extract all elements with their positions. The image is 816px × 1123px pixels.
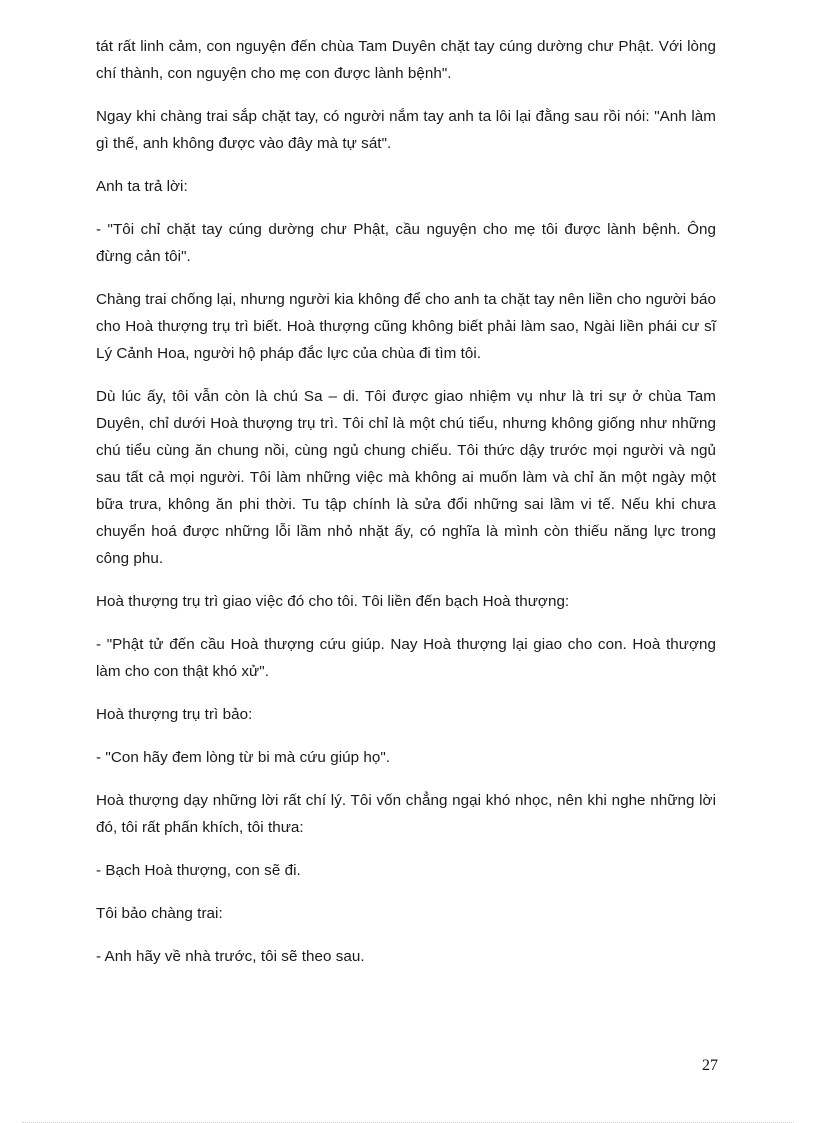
paragraph: - "Con hãy đem lòng từ bi mà cứu giúp họ". (96, 749, 391, 766)
paragraph: - Bạch Hoà thượng, con sẽ đi. (96, 862, 301, 879)
paragraph: - Anh hãy về nhà trước, tôi sẽ theo sau. (96, 948, 365, 965)
paragraph: Anh ta trả lời: (96, 178, 188, 195)
paragraph: Hoà thượng dạy những lời rất chí lý. Tôi vốn chẳng ngại khó nhọc, nên khi nghe những lời đó, tôi rất phấn khích, tôi thưa: (96, 792, 716, 836)
body-text (96, 33, 716, 986)
paragraph: Ngay khi chàng trai sắp chặt tay, có người nắm tay anh ta lôi lại đằng sau rồi nói: "Anh làm gì thế, anh không được vào đây mà tự sát". (96, 108, 716, 152)
paragraph: Chàng trai chống lại, nhưng người kia không để cho anh ta chặt tay nên liền cho người báo cho Hoà thượng trụ trì biết. Hoà thượng cũng không biết phải làm sao, Ngài liền phái cư sĩ Lý Cảnh Hoa, người hộ pháp đắc lực của chùa đi tìm tôi. (96, 291, 716, 362)
paragraph: Hoà thượng trụ trì giao việc đó cho tôi. Tôi liền đến bạch Hoà thượng: (96, 593, 570, 610)
paragraph: - "Phật tử đến cầu Hoà thượng cứu giúp. Nay Hoà thượng lại giao cho con. Hoà thượng làm cho con thật khó xử". (96, 636, 716, 680)
paragraph: - "Tôi chỉ chặt tay cúng dường chư Phật, cầu nguyện cho mẹ tôi được lành bệnh. Ông đừng cản tôi". (96, 221, 716, 265)
paragraph: Tôi bảo chàng trai: (96, 905, 223, 922)
paragraph: tát rất linh cảm, con nguyện đến chùa Tam Duyên chặt tay cúng dường chư Phật. Với lòng chí thành, con nguyện cho mẹ con được lành bệnh". (96, 38, 716, 82)
page-number: 27 (702, 1057, 718, 1074)
paragraph: Hoà thượng trụ trì bảo: (96, 706, 253, 723)
paragraph: Dù lúc ấy, tôi vẫn còn là chú Sa – di. Tôi được giao nhiệm vụ như là tri sự ở chùa Tam Duyên, chỉ dưới Hoà thượng trụ trì. Tôi chỉ là một chú tiểu, nhưng không giống như những chú tiểu cùng ăn chung nồi, cùng ngủ chung chiếu. Tôi thức dậy trước mọi người và ngủ sau tất cả mọi người. Tôi làm những việc mà không ai muốn làm và chỉ ăn một ngày một bữa trưa, không ăn phi thời. Tu tập chính là sửa đổi những sai lầm vi tế. Nếu khi chưa chuyển hoá được những lỗi lầm nhỏ nhặt ấy, có nghĩa là mình còn thiếu năng lực trong công phu. (96, 388, 716, 567)
